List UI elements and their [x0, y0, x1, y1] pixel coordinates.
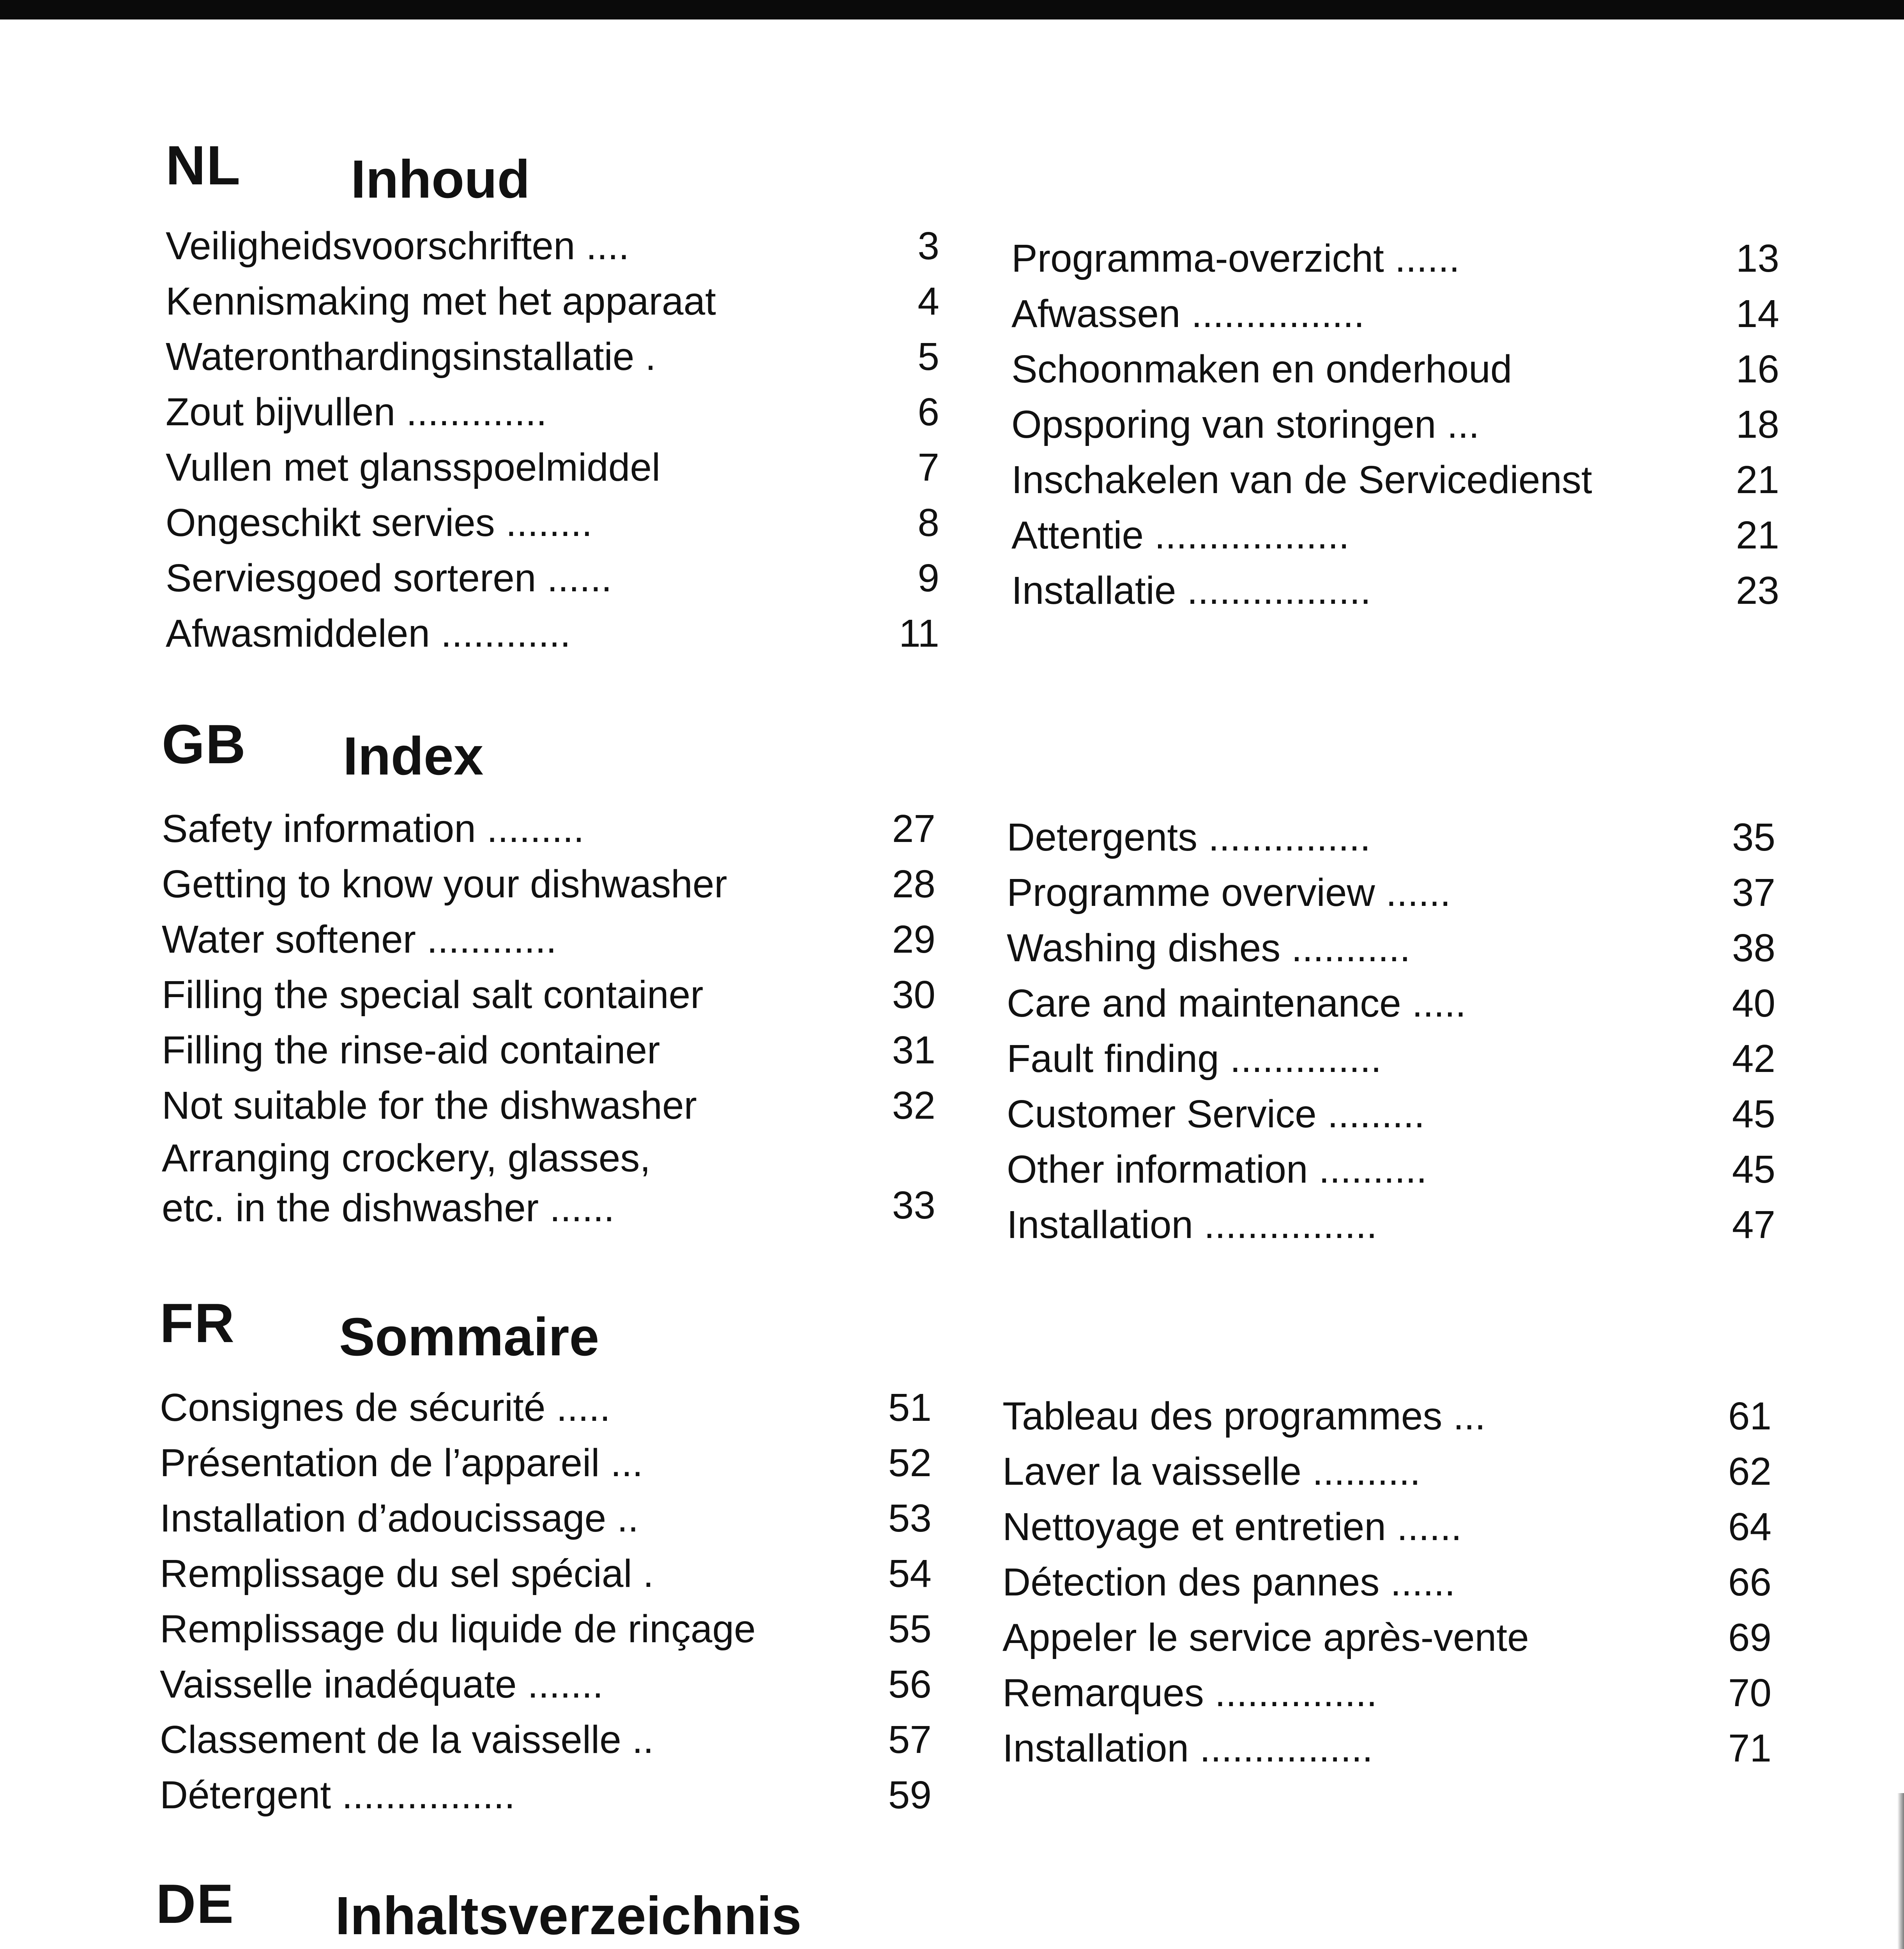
toc-entry	[1011, 397, 1779, 452]
toc-entry-page-number: 42	[1732, 1037, 1775, 1081]
toc-entry	[166, 440, 939, 495]
toc-entry-title: Détection des pannes ......	[1002, 1560, 1455, 1604]
toc-entry-page-number: 62	[1728, 1450, 1771, 1493]
toc-entry-page-number: 59	[888, 1773, 932, 1817]
toc-entry	[162, 967, 935, 1022]
toc-entry-title: Afwasmiddelen ............	[166, 612, 571, 655]
toc-entry	[166, 384, 939, 440]
toc-entry-title: Programme overview ......	[1007, 871, 1451, 914]
toc-entry	[1007, 976, 1775, 1031]
toc-entry-page-number: 71	[1728, 1726, 1771, 1770]
toc-entry-title: Customer Service .........	[1007, 1092, 1425, 1136]
toc-entry-title: Filling the special salt container	[162, 973, 704, 1017]
toc-entry	[1007, 1031, 1775, 1086]
language-code: FR	[160, 1292, 235, 1354]
toc-entry-page-number: 13	[1736, 237, 1779, 280]
toc-entry	[162, 1078, 935, 1133]
toc-entry-title: Remarques ...............	[1002, 1671, 1377, 1715]
toc-entry-page-number: 53	[888, 1496, 932, 1540]
toc-entry-title: Not suitable for the dishwasher	[162, 1084, 697, 1127]
toc-entry-page-number: 6	[918, 390, 939, 434]
section-heading	[0, 1867, 1904, 1946]
toc-entry	[160, 1657, 932, 1712]
toc-entry	[1007, 1142, 1775, 1197]
toc-entry-title: Washing dishes ...........	[1007, 926, 1411, 970]
toc-entry-page-number: 61	[1728, 1394, 1771, 1438]
toc-entry-title: Laver la vaisselle ..........	[1002, 1450, 1421, 1493]
toc-entry	[166, 495, 939, 550]
toc-entry-page-number: 27	[892, 807, 935, 851]
toc-entry-title: Présentation de l’appareil ...	[160, 1441, 643, 1485]
toc-entry-page-number: 8	[918, 501, 939, 545]
toc-entry-title: Serviesgoed sorteren ......	[166, 556, 612, 600]
toc-entry	[160, 1546, 932, 1601]
toc-entry-page-number: 5	[918, 335, 939, 378]
toc-entry	[162, 1133, 935, 1233]
language-code: GB	[162, 713, 246, 775]
toc-entry-page-number: 40	[1732, 982, 1775, 1025]
toc-entry-page-number: 16	[1736, 347, 1779, 391]
toc-entry-page-number: 9	[918, 556, 939, 600]
toc-entry-page-number: 29	[892, 918, 935, 961]
toc-entry-page-number: 7	[918, 446, 939, 489]
toc-entry	[1011, 286, 1779, 341]
toc-entry	[162, 801, 935, 856]
section-title: Index	[343, 726, 484, 786]
toc-entry	[1011, 563, 1779, 618]
toc-entry-title: Nettoyage et entretien ......	[1002, 1505, 1462, 1549]
toc-entry	[160, 1767, 932, 1823]
toc-entry-title: Detergents ...............	[1007, 815, 1371, 859]
toc-entry-title: Consignes de sécurité .....	[160, 1386, 611, 1429]
toc-entry	[166, 606, 939, 661]
toc-entry-title: Classement de la vaisselle ..	[160, 1718, 654, 1762]
toc-entry	[162, 912, 935, 967]
toc-entry-title: Installation ................	[1002, 1726, 1373, 1770]
toc-entry-page-number: 45	[1732, 1148, 1775, 1191]
toc-entry	[1007, 1086, 1775, 1142]
toc-entry	[166, 274, 939, 329]
toc-entry-title: Vullen met glansspoelmiddel	[166, 446, 661, 489]
toc-entry-page-number: 66	[1728, 1560, 1771, 1604]
toc-entry-title: Détergent ................	[160, 1773, 515, 1817]
toc-entry	[1007, 920, 1775, 976]
toc-entry-page-number: 28	[892, 862, 935, 906]
toc-entry-title: Inschakelen van de Servicedienst	[1011, 458, 1592, 502]
toc-entry-title: Schoonmaken en onderhoud	[1011, 347, 1512, 391]
toc-entry-page-number: 69	[1728, 1616, 1771, 1659]
toc-entry-title: Arranging crockery, glasses, etc. in the dishwasher ......	[162, 1136, 651, 1230]
toc-entry-title: Attentie ..................	[1011, 513, 1349, 557]
toc-entry-title: Safety information .........	[162, 807, 584, 851]
toc-entry-title: Fault finding ..............	[1007, 1037, 1382, 1081]
section-title: Inhaltsverzeichnis	[335, 1886, 802, 1946]
toc-entry	[1011, 341, 1779, 397]
toc-entry-title: Installation ................	[1007, 1203, 1377, 1247]
toc-entry	[1007, 1197, 1775, 1252]
toc-entry	[1002, 1388, 1771, 1444]
toc-entry	[166, 329, 939, 384]
toc-entry-page-number: 21	[1736, 513, 1779, 557]
toc-entry-title: Afwassen ................	[1011, 292, 1365, 336]
toc-entry-title: Remplissage du liquide de rinçage	[160, 1607, 756, 1651]
toc-entry	[166, 550, 939, 606]
toc-entry	[162, 856, 935, 912]
toc-entry-title: Care and maintenance .....	[1007, 982, 1466, 1025]
toc-entry-page-number: 47	[1732, 1203, 1775, 1247]
toc-entry-page-number: 3	[918, 224, 939, 268]
toc-entry-page-number: 18	[1736, 403, 1779, 446]
toc-entry-page-number: 38	[1732, 926, 1775, 970]
toc-entry	[1002, 1499, 1771, 1555]
toc-entry	[1011, 452, 1779, 508]
toc-entry	[1002, 1610, 1771, 1665]
toc-entry-page-number: 33	[892, 1183, 935, 1227]
toc-entry-page-number: 45	[1732, 1092, 1775, 1136]
toc-entry-page-number: 54	[888, 1552, 932, 1595]
toc-entry-title: Programma-overzicht ......	[1011, 237, 1460, 280]
language-code: DE	[156, 1873, 235, 1935]
toc-entry-title: Wateronthardingsinstallatie .	[166, 335, 656, 378]
toc-entry-title: Zout bijvullen .............	[166, 390, 547, 434]
toc-entry-title: Veiligheidsvoorschriften ....	[166, 224, 629, 268]
language-code: NL	[166, 134, 241, 196]
toc-entry-title: Ongeschikt servies ........	[166, 501, 592, 545]
toc-entry-page-number: 64	[1728, 1505, 1771, 1549]
toc-entry-title: Other information ..........	[1007, 1148, 1427, 1191]
toc-entry-title: Filling the rinse-aid container	[162, 1028, 660, 1072]
toc-entry-page-number: 70	[1728, 1671, 1771, 1715]
toc-entry-page-number: 14	[1736, 292, 1779, 336]
toc-entry-page-number: 56	[888, 1662, 932, 1706]
toc-entry-title: Installatie .................	[1011, 569, 1371, 612]
toc-entry-page-number: 52	[888, 1441, 932, 1485]
toc-entry	[1011, 508, 1779, 563]
toc-entry	[160, 1380, 932, 1435]
toc-entry	[162, 1022, 935, 1078]
toc-entry-page-number: 55	[888, 1607, 932, 1651]
toc-entry-title: Installation d’adoucissage ..	[160, 1496, 639, 1540]
toc-entry-title: Kennismaking met het apparaat	[166, 279, 716, 323]
toc-entry-page-number: 31	[892, 1028, 935, 1072]
toc-entry-page-number: 37	[1732, 871, 1775, 914]
toc-entry-title: Water softener ............	[162, 918, 557, 961]
toc-entry	[166, 218, 939, 274]
toc-entry-title: Appeler le service après-vente	[1002, 1616, 1529, 1659]
toc-entry-page-number: 51	[888, 1386, 932, 1429]
toc-entry-page-number: 11	[899, 612, 939, 655]
toc-entry-page-number: 21	[1736, 458, 1779, 502]
section-title: Sommaire	[339, 1307, 599, 1367]
scan-border-top	[0, 0, 1904, 19]
toc-entry-page-number: 23	[1736, 569, 1779, 612]
toc-entry-page-number: 35	[1732, 815, 1775, 859]
toc-entry-page-number: 57	[888, 1718, 932, 1762]
toc-entry	[1002, 1721, 1771, 1776]
toc-entry	[160, 1712, 932, 1767]
toc-entry	[160, 1491, 932, 1546]
toc-entry	[1007, 865, 1775, 920]
toc-entry-page-number: 4	[918, 279, 939, 323]
toc-entry-page-number: 32	[892, 1084, 935, 1127]
toc-entry-title: Opsporing van storingen ...	[1011, 403, 1480, 446]
toc-entry	[160, 1601, 932, 1657]
toc-entry	[1002, 1555, 1771, 1610]
toc-entry	[1002, 1665, 1771, 1721]
toc-entry-page-number: 30	[892, 973, 935, 1017]
toc-entry-title: Remplissage du sel spécial .	[160, 1552, 654, 1595]
section-heading	[0, 129, 1904, 209]
toc-entry	[160, 1435, 932, 1491]
section-heading	[0, 1286, 1904, 1367]
section-heading	[0, 707, 1904, 786]
toc-entry	[1011, 231, 1779, 286]
toc-entry-title: Tableau des programmes ...	[1002, 1394, 1486, 1438]
toc-entry-title: Getting to know your dishwasher	[162, 862, 727, 906]
toc-entry	[1007, 810, 1775, 865]
toc-entry-title: Vaisselle inadéquate .......	[160, 1662, 603, 1706]
section-title: Inhoud	[351, 149, 530, 209]
toc-entry	[1002, 1444, 1771, 1499]
